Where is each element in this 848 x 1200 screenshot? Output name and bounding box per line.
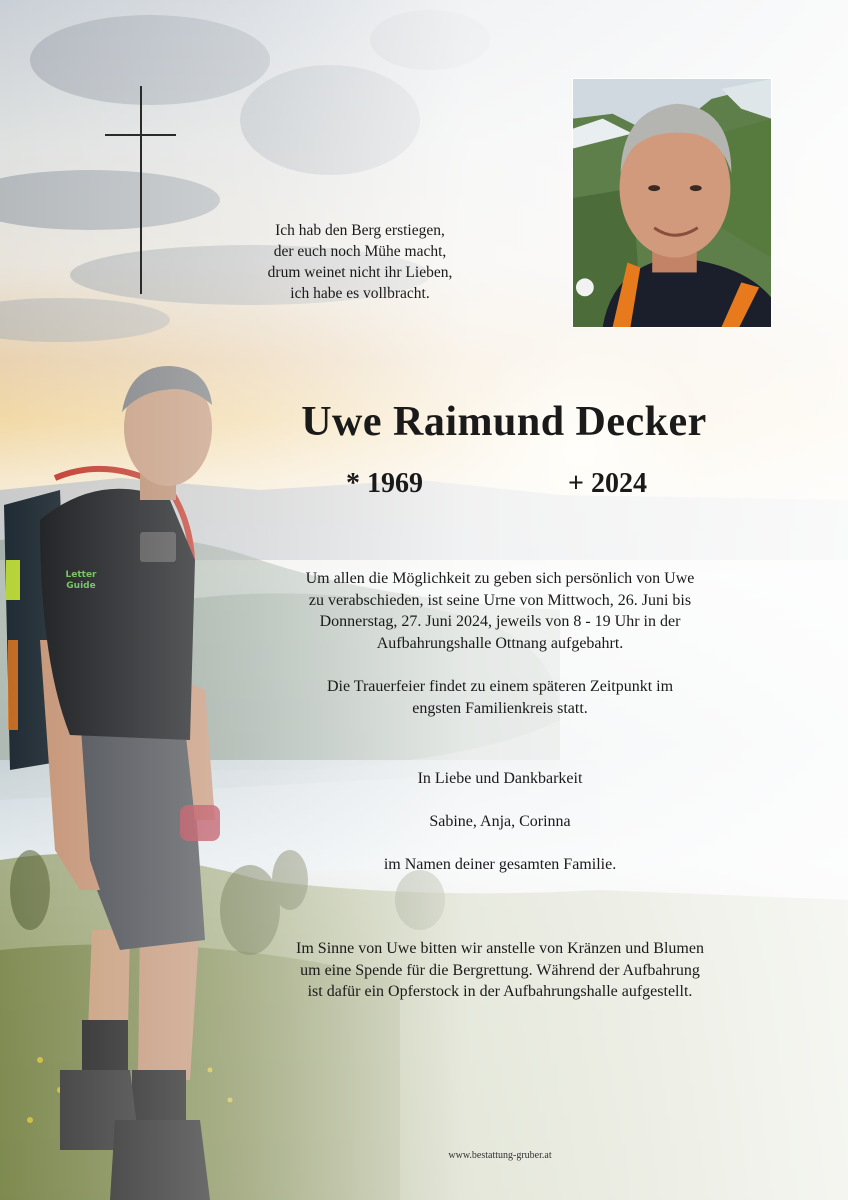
poem-line: Ich hab den Berg erstiegen, bbox=[275, 222, 445, 239]
shirt-print bbox=[56, 570, 106, 592]
donation-line: ist dafür ein Opferstock in der Aufbahrungshalle aufgestellt. bbox=[307, 983, 693, 1000]
poem-line: der euch noch Mühe macht, bbox=[273, 243, 447, 260]
ceremony-line: Die Trauerfeier findet zu einem späteren Zeitpunkt im bbox=[326, 678, 674, 695]
ceremony-paragraph bbox=[250, 676, 750, 719]
poem bbox=[230, 220, 490, 304]
donation-paragraph bbox=[250, 938, 750, 1003]
donation-line: um eine Spende für die Bergrettung. Während der Aufbahrung bbox=[300, 961, 700, 979]
footer-website: www.bestattung-gruber.at bbox=[448, 1150, 552, 1161]
ceremony-line: engsten Familienkreis statt. bbox=[412, 699, 588, 717]
closing-family: im Namen deiner gesamten Familie. bbox=[383, 856, 617, 873]
closing-love: In Liebe und Dankbarkeit bbox=[417, 770, 583, 787]
viewing-paragraph bbox=[250, 568, 750, 654]
shirt-print-line2: Guide bbox=[66, 581, 96, 591]
viewing-line: Donnerstag, 27. Juni 2024, jeweils von 8 - 19 Uhr in der bbox=[319, 613, 681, 630]
cross-vertical-bar bbox=[140, 86, 142, 294]
viewing-line: Um allen die Möglichkeit zu geben sich persönlich von Uwe bbox=[305, 570, 695, 587]
deceased-name: Uwe Raimund Decker bbox=[301, 399, 707, 445]
portrait-photo bbox=[572, 78, 772, 328]
cross-horizontal-bar bbox=[105, 134, 176, 136]
birth-year: * 1969 bbox=[346, 468, 423, 499]
death-year: + 2024 bbox=[568, 468, 647, 499]
closing-names: Sabine, Anja, Corinna bbox=[429, 813, 571, 830]
poem-line: ich habe es vollbracht. bbox=[290, 285, 430, 302]
donation-line: Im Sinne von Uwe bitten wir anstelle von Kränzen und Blumen bbox=[296, 940, 704, 957]
shirt-print-line1: Letter bbox=[65, 570, 97, 580]
viewing-line: Aufbahrungshalle Ottnang aufgebahrt. bbox=[376, 634, 624, 652]
poem-line: drum weinet nicht ihr Lieben, bbox=[267, 264, 453, 281]
viewing-line: zu verabschieden, ist seine Urne von Mittwoch, 26. Juni bis bbox=[308, 591, 692, 609]
